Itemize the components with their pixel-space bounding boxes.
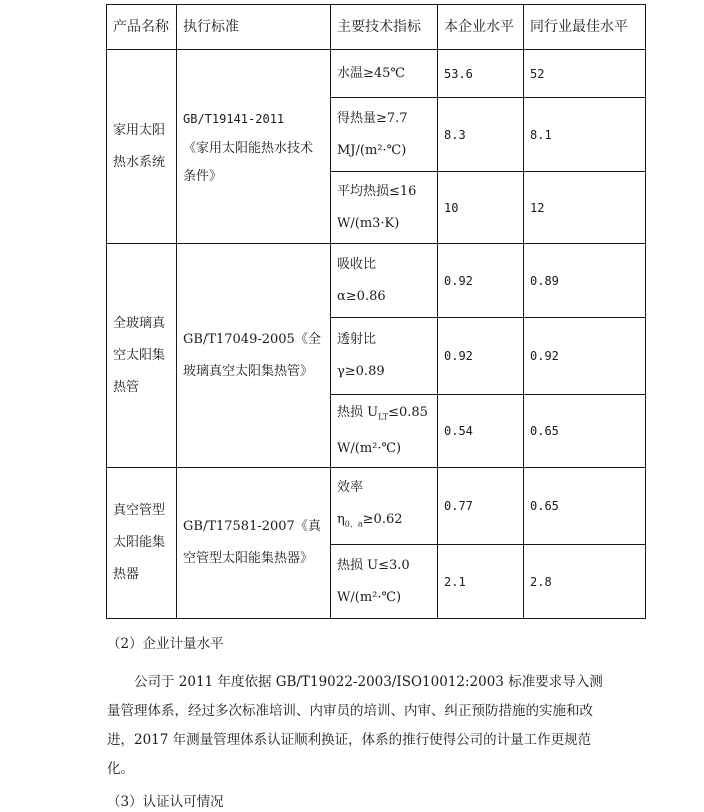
header-indicator: 主要技术指标 [331, 5, 438, 50]
standard-cell: GB/T17581-2007《真空管型太阳能集热器》 [177, 468, 331, 619]
indicator-cell [331, 50, 438, 98]
indicator-unit: W/(m3·K) [337, 215, 400, 231]
own-value: 8.3 [438, 98, 524, 172]
indicator-text: 热损 U≤3.0 [337, 557, 410, 573]
best-value: 52 [524, 50, 646, 98]
own-value: 0.92 [438, 244, 524, 318]
best-value: 0.92 [524, 318, 646, 395]
table-header-row [107, 5, 646, 50]
table-row [107, 50, 646, 98]
indicator-text: 透射比 [337, 332, 377, 347]
indicator-text: 热损 $U_{LT}\le 0.85$ [337, 404, 428, 422]
indicator-cell [331, 244, 438, 318]
indicator-text: 得热量≥7.7 [337, 110, 408, 126]
standard-cell: GB/T17049-2005《全玻璃真空太阳集热管》 [177, 244, 331, 468]
indicator-unit: W/(m²·℃) [337, 441, 402, 457]
indicator-text: 效率 [337, 479, 364, 495]
indicator-text: 水温≥45℃ [337, 65, 405, 81]
best-value: 0.89 [524, 244, 646, 318]
best-value: 0.65 [524, 468, 646, 545]
indicator-cell [331, 468, 438, 545]
product-name: 真空管型太阳能集热器 [107, 468, 177, 619]
indicator-cell [331, 172, 438, 244]
table-row [107, 468, 646, 545]
technical-spec-table [106, 4, 646, 619]
header-standard: 执行标准 [177, 5, 331, 50]
indicator-unit: W/(m²·℃) [337, 589, 402, 605]
indicator-cell [331, 98, 438, 172]
indicator-cell [331, 318, 438, 395]
standard-name: 《家用太阳能热水技术条件》 [183, 140, 314, 184]
table-row [107, 244, 646, 318]
best-value: 0.65 [524, 395, 646, 468]
best-value: 8.1 [524, 98, 646, 172]
best-value: 12 [524, 172, 646, 244]
header-own-level: 本企业水平 [438, 5, 524, 50]
indicator-unit: α≥0.86 [337, 288, 386, 304]
standard-code: GB/T19141-2011 [183, 111, 285, 126]
own-value: 0.92 [438, 318, 524, 395]
own-value: 0.54 [438, 395, 524, 468]
standard-cell [177, 50, 331, 244]
own-value: 2.1 [438, 545, 524, 619]
indicator-cell [331, 395, 438, 468]
section-heading: （3）认证认可情况 [107, 794, 224, 810]
own-value: 10 [438, 172, 524, 244]
own-value: 53.6 [438, 50, 524, 98]
indicator-text: 吸收比 [337, 256, 377, 272]
section-heading: （2）企业计量水平 [107, 636, 224, 652]
indicator-text: 平均热损≤16 [337, 183, 417, 199]
indicator-unit: γ≥0.89 [337, 364, 385, 379]
product-name: 全玻璃真空太阳集热管 [107, 244, 177, 468]
header-best-level: 同行业最佳水平 [524, 5, 646, 50]
product-name: 家用太阳热水系统 [107, 50, 177, 244]
header-product: 产品名称 [107, 5, 177, 50]
own-value: 0.77 [438, 468, 524, 545]
indicator-unit: MJ/(m²·℃) [337, 142, 407, 158]
indicator-cell [331, 545, 438, 619]
indicator-unit: $\eta_{0,a}\ge 0.62$ [337, 511, 403, 529]
body-paragraph: 公司于 2011 年度依据 GB/T19022-2003/ISO10012:2003 标准要求导入测量管理体系，经过多次标准培训、内审员的培训、内审、纠正预防措施的实施和改进，2017 年测量管理体系认证顺利换证，体系的推行使得公司的计量工作更规范化。 [107, 674, 603, 777]
best-value: 2.8 [524, 545, 646, 619]
